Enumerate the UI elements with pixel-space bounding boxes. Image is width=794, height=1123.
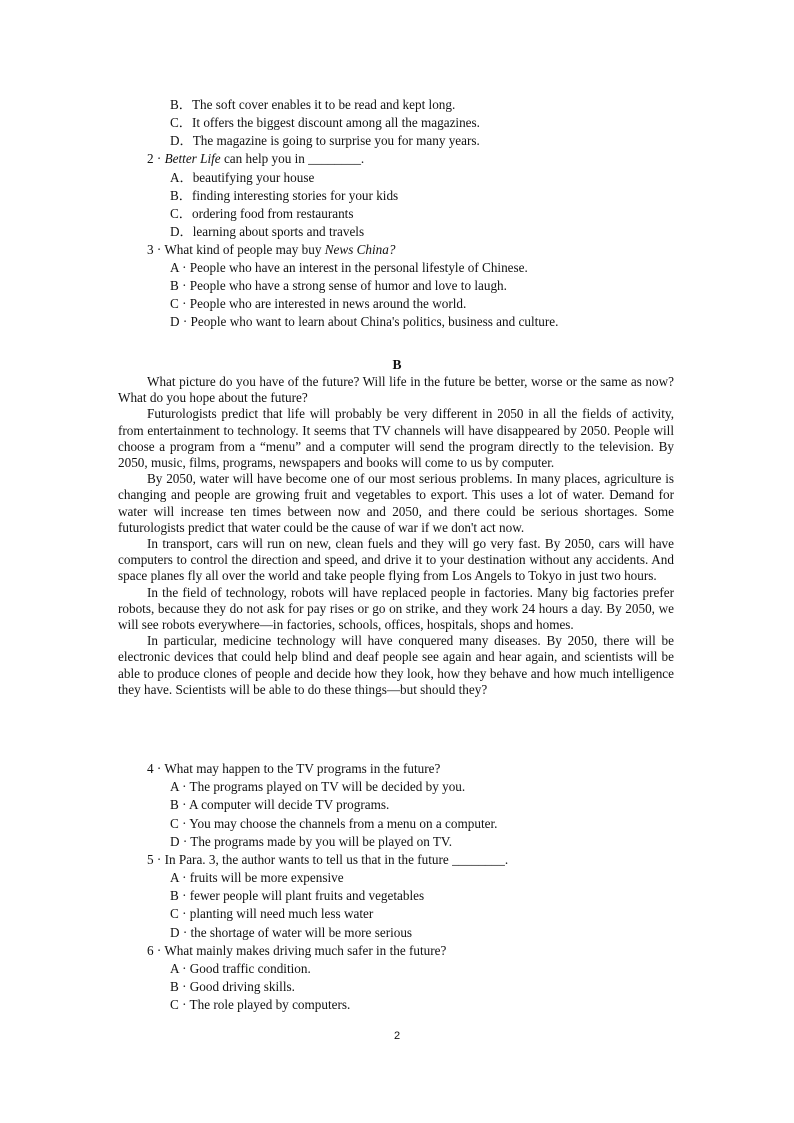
q3-option-c: C · People who are interested in news around the world. <box>170 296 467 311</box>
passage-paragraph: In particular, medicine technology will have conquered many diseases. By 2050, there will be electronic devices that could help blind and deaf people see again and hear again, and scientists will be able to produce clones of people and decide how they look, how they behave and how much intelligence they have. Scientists will be able to do these things—but should they? <box>118 633 674 697</box>
q5-option-c: C · planting will need much less water <box>170 906 374 921</box>
q4-stem: 4 · What may happen to the TV programs in the future? <box>147 761 441 776</box>
reading-passage <box>118 374 674 698</box>
passage-paragraph: By 2050, water will have become one of our most serious problems. In many places, agriculture is changing and people are growing fruit and vegetables to export. This uses a lot of water. Demand for water will increase ten times between now and 2050, and there could be serious shortages. Some futurologists predict that water could be the cause of war if we don't act now. <box>118 471 674 535</box>
q5-option-d: D · the shortage of water will be more serious <box>170 925 413 940</box>
page-number: 2 <box>393 1030 401 1042</box>
passage-paragraph: In the field of technology, robots will have replaced people in factories. Many big factories prefer robots, because they do not ask for pay rises or go on strike, and they work 24 hours a day. By 2050, we will see robots everywhere—in factories, schools, offices, hospitals, shops and homes. <box>118 584 674 633</box>
q2-option-a: A．beautifying your house <box>170 170 315 185</box>
q3-option-b: B · People who have a strong sense of humor and love to laugh. <box>170 278 507 293</box>
q4-option-c: C · You may choose the channels from a menu on a computer. <box>170 816 498 831</box>
q6-option-b: B · Good driving skills. <box>170 979 295 994</box>
q1-option-c: C．It offers the biggest discount among all the magazines. <box>170 115 480 130</box>
q2-option-b: B．finding interesting stories for your kids <box>170 188 399 203</box>
passage-paragraph: In transport, cars will run on new, clean fuels and they will go very fast. By 2050, cars will have computers to control the direction and speed, and drive it to your destination without any accidents. And space planes fly all over the world and take people flying from Los Angels to Tokyo in just two hours. <box>118 536 674 584</box>
q1-option-d: D．The magazine is going to surprise you for many years. <box>170 133 480 148</box>
q2-option-d: D．learning about sports and travels <box>170 224 365 239</box>
q3-option-a: A · People who have an interest in the personal lifestyle of Chinese. <box>170 260 528 275</box>
q3-stem: 3 · What kind of people may buy News China? <box>147 242 396 257</box>
q5-stem: 5 · In Para. 3, the author wants to tell us that in the future ________. <box>147 852 509 867</box>
q1-option-b: B．The soft cover enables it to be read and kept long. <box>170 97 456 112</box>
q3-option-d: D · People who want to learn about China's politics, business and culture. <box>170 314 559 329</box>
passage-paragraph: What picture do you have of the future? Will life in the future be better, worse or the same as now? What do you hope about the future? <box>118 374 674 406</box>
section-heading: B <box>392 357 402 372</box>
q2-stem: 2 · Better Life can help you in ________. <box>147 151 365 166</box>
q6-option-a: A · Good traffic condition. <box>170 961 311 976</box>
q4-option-b: B · A computer will decide TV programs. <box>170 797 390 812</box>
q5-option-a: A · fruits will be more expensive <box>170 870 344 885</box>
q6-stem: 6 · What mainly makes driving much safer in the future? <box>147 943 447 958</box>
q5-option-b: B · fewer people will plant fruits and vegetables <box>170 888 425 903</box>
q4-option-a: A · The programs played on TV will be decided by you. <box>170 779 466 794</box>
q4-option-d: D · The programs made by you will be played on TV. <box>170 834 453 849</box>
q6-option-c: C · The role played by computers. <box>170 997 351 1012</box>
q2-option-c: C．ordering food from restaurants <box>170 206 354 221</box>
passage-paragraph: Futurologists predict that life will probably be very different in 2050 in all the fields of activity, from entertainment to technology. It seems that TV channels will have disappeared by 2050. People will choose a program from a “menu” and a computer will send the program directly to the television. By 2050, music, films, programs, newspapers and books will come to us by computer. <box>118 406 674 471</box>
